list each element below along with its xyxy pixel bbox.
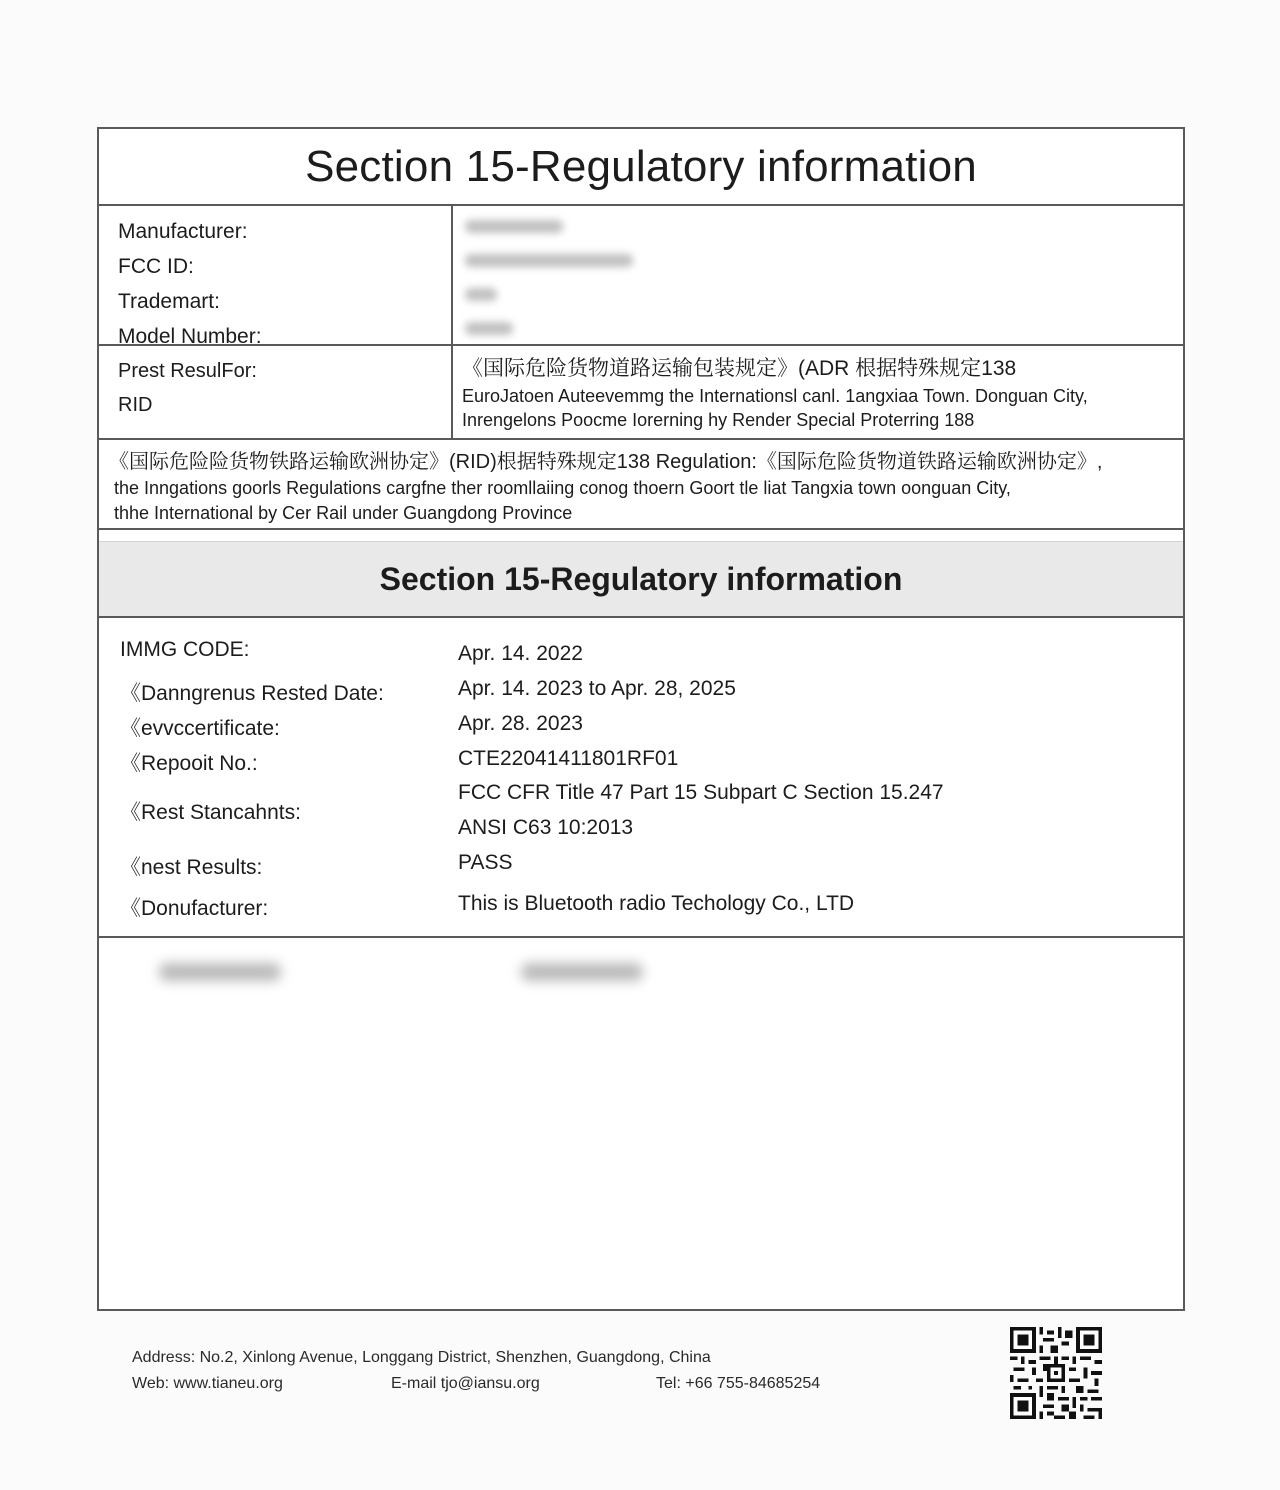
rid-label: RID: [118, 394, 153, 416]
immg-code-value: Apr. 14. 2022: [458, 642, 583, 665]
footer-phone: Tel: +66 755-84685254: [656, 1375, 821, 1392]
footer-email[interactable]: E-mail tjo@iansu.org: [391, 1375, 540, 1392]
document-frame: [97, 127, 1185, 1311]
redacted-model-number: [465, 322, 513, 335]
prest-text: [462, 354, 1182, 432]
certificate-label: 《evvccertificate:: [120, 717, 280, 740]
tested-date-value: Apr. 14. 2023 to Apr. 28, 2025: [458, 677, 736, 700]
test-standards-label: 《Rest Stancahnts:: [120, 801, 301, 824]
manufacturer-label: Manufacturer:: [118, 220, 248, 243]
prest-line-1: 《国际危险货物道路运输包装规定》(ADR 根据特殊规定138: [462, 357, 1017, 380]
column-divider: [451, 206, 453, 344]
document-title: Section 15-Regulatory information: [99, 129, 1183, 206]
redacted-signature-right: [521, 963, 643, 981]
identification-block: [99, 206, 1183, 346]
rid-line-1: 《国际危险险货物铁路运输欧洲协定》(RID)根据特殊规定138 Regulation:《国际危险货物道铁路运输欧洲协定》,: [109, 451, 1103, 473]
footer-address: Address: No.2, Xinlong Avenue, Longgang District, Shenzhen, Guangdong, China: [132, 1349, 711, 1366]
identification-labels: [118, 214, 262, 354]
qr-code-icon: [1010, 1327, 1102, 1419]
immg-code-label: IMMG CODE:: [120, 638, 250, 661]
footer-contact-row: [132, 1375, 892, 1401]
test-results-value: PASS: [458, 851, 513, 874]
certificate-value: Apr. 28. 2023: [458, 712, 583, 735]
report-number-label: 《Repooit No.:: [120, 752, 258, 775]
tested-date-label: 《Danngrenus Rested Date:: [120, 682, 384, 705]
trademark-label: Trademart:: [118, 290, 220, 313]
details-table: [99, 618, 1183, 938]
prest-line-3: Inrengelons Poocme Iorerning hy Render Special Proterring 188: [462, 410, 975, 430]
rid-line-3: thhe International by Cer Rail under Guangdong Province: [114, 503, 573, 523]
model-number-label: Model Number:: [118, 325, 262, 348]
footer-web[interactable]: Web: www.tianeu.org: [132, 1375, 283, 1392]
redacted-manufacturer: [465, 220, 563, 233]
prest-labels: [118, 354, 257, 422]
rid-text: [109, 448, 1179, 526]
identification-values-redacted: [465, 220, 633, 356]
rid-block: [99, 440, 1183, 530]
test-standards-value: FCC CFR Title 47 Part 15 Subpart C Section 15.247: [458, 781, 944, 804]
column-divider: [451, 346, 453, 438]
manufacturer-detail-value: This is Bluetooth radio Techology Co., LTD: [458, 892, 855, 915]
test-results-label: 《nest Results:: [120, 856, 263, 879]
rid-line-2: the Inngations goorls Regulations cargfne ther roomllaiing conog thoern Goort tle liat Tangxia town oonguan City,: [114, 478, 1011, 498]
prest-result-label: Prest ResulFor:: [118, 360, 257, 382]
section-heading: Section 15-Regulatory information: [99, 541, 1183, 618]
manufacturer-detail-label: 《Donufacturer:: [120, 897, 269, 920]
test-standards-value-2: ANSI C63 10:2013: [458, 816, 634, 839]
footer-address-row: [132, 1349, 892, 1375]
redacted-trademark: [465, 288, 497, 301]
prest-block: [99, 346, 1183, 440]
redacted-fcc-id: [465, 254, 633, 267]
report-number-value: CTE22041411801RF01: [458, 747, 679, 770]
redacted-signature-left: [159, 963, 281, 981]
fcc-id-label: FCC ID:: [118, 255, 194, 278]
footer: [132, 1349, 892, 1401]
prest-line-2: EuroJatoen Auteevemmg the Internationsl canl. 1angxiaa Town. Donguan City,: [462, 386, 1088, 406]
